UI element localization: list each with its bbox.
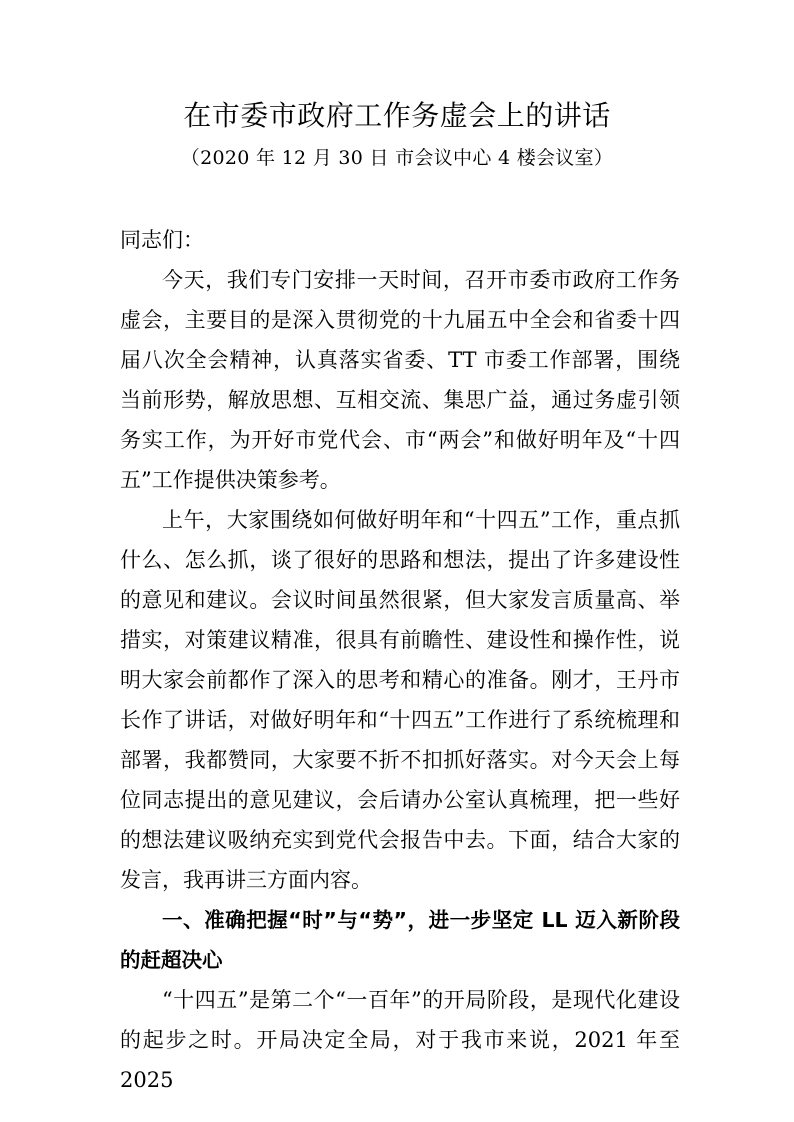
document-title: 在市委市政府工作务虚会上的讲话 [183,99,611,132]
document-subtitle: （2020 年 12 月 30 日 市会议中心 4 楼会议室） [180,147,614,169]
section-heading-1: 一、准确把握“时”与“势”，进一步坚定 LL 迈入新阶段的赶超决心 [120,908,680,972]
paragraph-2: 上午，大家围绕如何做好明年和“十四五”工作，重点抓什么、怎么抓，谈了很好的思路和想法，提出了许多建设性的意见和建议。会议时间虽然很紧，但大家发言质量高、举措实，对策建议精准，很具有前瞻性、建设性和操作性，说明大家会前都作了深入的思考和精心的准备。刚才，王丹市长作了讲话，对做好明年和“十四五”工作进行了系统梳理和部署，我都赞同，大家要不折不扣抓好落实。对今天会上每位同志提出的意见建议，会后请办公室认真梳理，把一些好的想法建议吸纳充实到党代会报告中去。下面，结合大家的发言，我再讲三方面内容。 [120,508,680,892]
greeting: 同志们： [120,228,204,252]
paragraph-1: 今天，我们专门安排一天时间，召开市委市政府工作务虚会，主要目的是深入贯彻党的十九届五中全会和省委十四届八次全会精神，认真落实省委、TT 市委工作部署，围绕当前形势，解放思想、互相交流、集思广益，通过务虚引领务实工作，为开好市党代会、市“两会”和做好明年及“十四五”工作提供决策参考。 [120,268,680,492]
document-body [120,220,680,1100]
paragraph-3: “十四五”是第二个“一百年”的开局阶段，是现代化建设的起步之时。开局决定全局，对于我市来说，2021 年至 2025 [120,988,680,1092]
